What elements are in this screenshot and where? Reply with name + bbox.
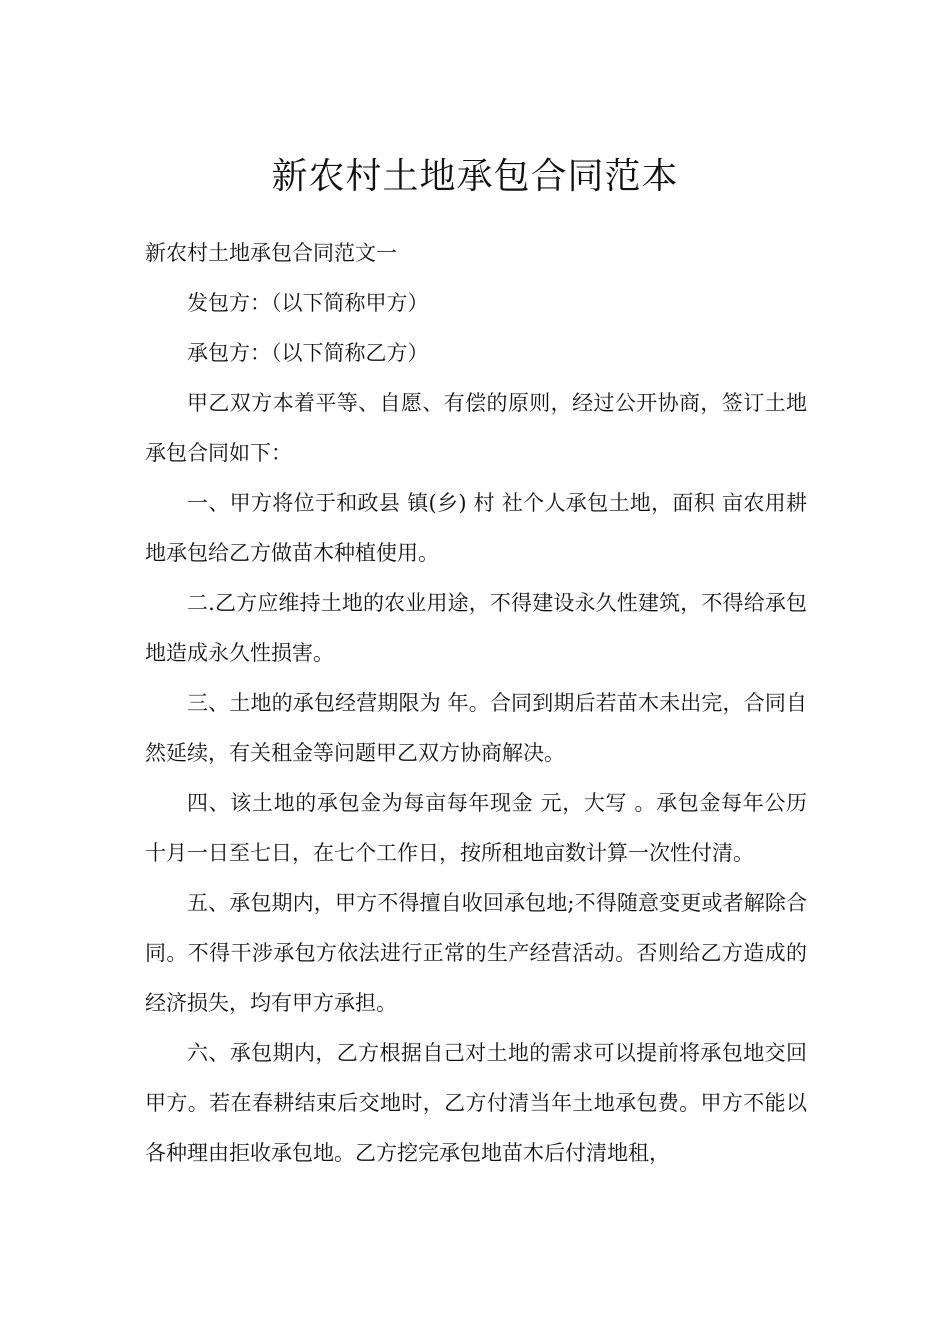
paragraph-clause-3: 三、土地的承包经营期限为 年。合同到期后若苗木未出完，合同自然延续，有关租金等问题甲乙双方协商解决。 [145,691,807,765]
document-subtitle: 新农村土地承包合同范文一 [145,241,397,265]
paragraph-clause-2: 二.乙方应维持土地的农业用途，不得建设永久性建筑，不得给承包地造成永久性损害。 [145,591,807,665]
paragraph-clause-6: 六、承包期内，乙方根据自己对土地的需求可以提前将承包地交回甲方。若在春耕结束后交地时，乙方付清当年土地承包费。甲方不能以各种理由拒收承包地。乙方挖完承包地苗木后付清地租， [145,1041,807,1165]
paragraph-clause-1: 一、甲方将位于和政县 镇(乡) 村 社个人承包土地，面积 亩农用耕地承包给乙方做苗木种植使用。 [145,491,807,565]
paragraph-clause-5: 五、承包期内，甲方不得擅自收回承包地;不得随意变更或者解除合同。不得干涉承包方依法进行正常的生产经营活动。否则给乙方造成的经济损失，均有甲方承担。 [145,891,807,1015]
paragraph-preamble: 甲乙双方本着平等、自愿、有偿的原则，经过公开协商，签订土地承包合同如下： [145,391,807,465]
paragraph-issuer: 发包方：（以下简称甲方） [187,291,429,315]
document-title: 新农村土地承包合同范本 [271,156,679,198]
paragraph-clause-4: 四、该土地的承包金为每亩每年现金 元，大写 。承包金每年公历十月一日至七日，在七个工作日，按所租地亩数计算一次性付清。 [145,791,807,865]
document-body [145,228,807,1178]
paragraph-contractor: 承包方：（以下简称乙方） [187,341,429,365]
